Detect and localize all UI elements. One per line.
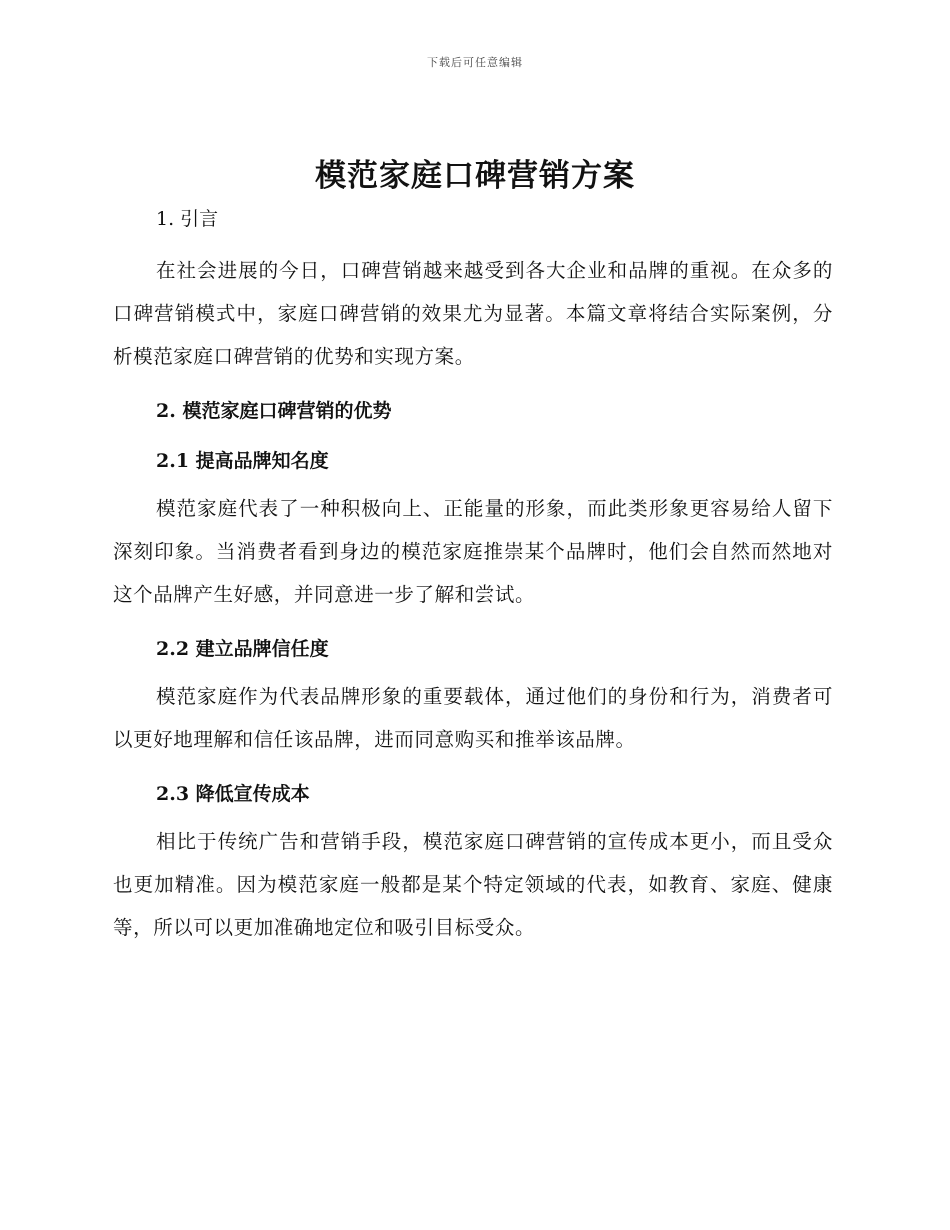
spacer (113, 428, 833, 444)
subsection-heading-cost: 2.3 降低宣传成本 (156, 783, 310, 805)
paragraph-cost: 相比于传统广告和营销手段，模范家庭口碑营销的宣传成本更小，而且受众也更加精准。因为模范家庭一般都是某个特定领域的代表，如教育、家庭、健康等，所以可以更加准确地定位和吸引目标受众。 (113, 830, 833, 939)
document-body (113, 202, 833, 949)
section-heading-advantages: 2. 模范家庭口碑营销的优势 (156, 400, 392, 422)
header-note: 下载后可任意编辑 (427, 56, 523, 69)
spacer (113, 616, 833, 632)
paragraph-trust: 模范家庭作为代表品牌形象的重要载体，通过他们的身份和行为，消费者可以更好地理解和信任该品牌，进而同意购买和推举该品牌。 (113, 685, 833, 751)
paragraph-awareness: 模范家庭代表了一种积极向上、正能量的形象，而此类形象更容易给人留下深刻印象。当消费者看到身边的模范家庭推崇某个品牌时，他们会自然而然地对这个品牌产生好感，并同意进一步了解和尝试。 (113, 497, 833, 606)
document-title: 模范家庭口碑营销方案 (315, 158, 635, 194)
paragraph-intro: 在社会进展的今日，口碑营销越来越受到各大企业和品牌的重视。在众多的口碑营销模式中，家庭口碑营销的效果尤为显著。本篇文章将结合实际案例，分析模范家庭口碑营销的优势和实现方案。 (113, 259, 833, 368)
subsection-heading-trust: 2.2 建立品牌信任度 (156, 638, 329, 660)
subsection-heading-awareness: 2.1 提高品牌知名度 (156, 450, 329, 472)
spacer (113, 761, 833, 777)
spacer (113, 378, 833, 394)
section-heading-intro: 1. 引言 (156, 208, 219, 230)
